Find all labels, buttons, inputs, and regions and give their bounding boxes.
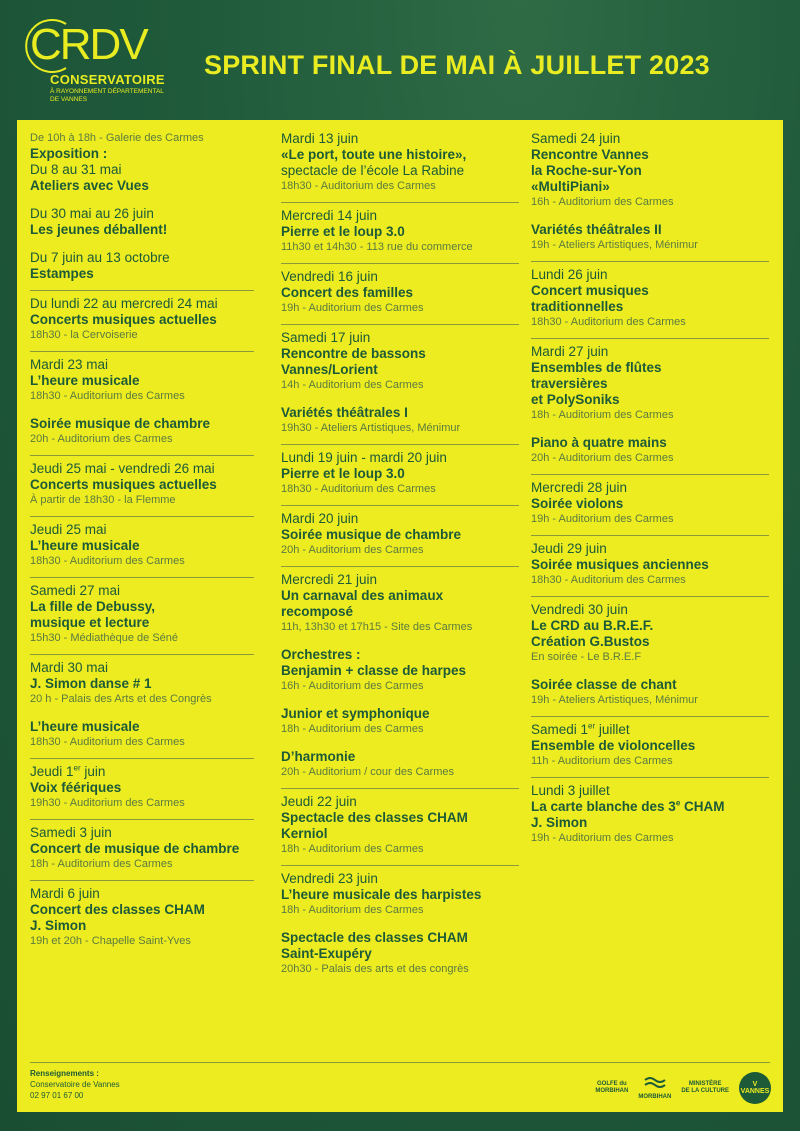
- event-title: Exposition :: [30, 146, 108, 161]
- event-info: 11h30 et 14h30 - 113 rue du commerce: [281, 241, 473, 253]
- event-info: 20h - Auditorium / cour des Carmes: [281, 766, 455, 778]
- event-title: Junior et symphonique: [281, 706, 430, 721]
- morbihan-logo: [638, 1075, 671, 1101]
- event-title: Concert de musique de chambre: [30, 841, 240, 856]
- event-title: Rencontre Vannes: [531, 147, 649, 162]
- ministere-culture-logo: [681, 1081, 729, 1095]
- event-date: Du 8 au 31 mai: [30, 162, 122, 177]
- event-info: 19h - Auditorium des Carmes: [531, 832, 674, 844]
- event-date: Jeudi 22 juin: [281, 794, 357, 809]
- event-date: Jeudi 29 juin: [531, 541, 607, 556]
- event-date: Samedi 27 mai: [30, 583, 121, 598]
- event-info: 18h - Auditorium des Carmes: [531, 409, 674, 421]
- event-entry: [30, 759, 254, 820]
- event-entry: [281, 126, 519, 203]
- event-title: J. Simon: [531, 815, 588, 830]
- event-entry: [531, 778, 769, 854]
- event-title: Un carnaval des animaux: [281, 588, 444, 603]
- event-entry: [281, 445, 519, 506]
- event-title: Soirée musiques anciennes: [531, 557, 709, 572]
- event-title: Variétés théâtrales I: [281, 405, 408, 420]
- event-entry: [531, 262, 769, 339]
- event-info: 20h - Auditorium des Carmes: [30, 433, 173, 445]
- page-title: SPRINT FINAL DE MAI À JUILLET 2023: [204, 50, 710, 80]
- spacer: [531, 665, 769, 677]
- event-date: Du 30 mai au 26 juin: [30, 206, 154, 221]
- event-title: traversières: [531, 376, 608, 391]
- event-date: Jeudi 25 mai: [30, 522, 107, 537]
- spacer: [30, 194, 254, 206]
- golfe-morbihan-logo: [595, 1081, 628, 1095]
- event-title: Piano à quatre mains: [531, 435, 667, 450]
- event-date: Lundi 3 juillet: [531, 783, 610, 798]
- event-info: 19h - Auditorium des Carmes: [281, 302, 424, 314]
- event-entry: [30, 881, 254, 957]
- event-info: 18h30 - Auditorium des Carmes: [30, 390, 185, 402]
- ministere-line-2: DE LA CULTURE: [681, 1088, 729, 1094]
- event-entry: [30, 352, 254, 456]
- event-info: À partir de 18h30 - la Flemme: [30, 494, 176, 506]
- event-date: Mardi 27 juin: [531, 344, 609, 359]
- event-info: 19h - Auditorium des Carmes: [531, 513, 674, 525]
- column-3: [531, 126, 769, 854]
- spacer: [281, 393, 519, 405]
- event-title: Benjamin + classe de harpes: [281, 663, 466, 678]
- column-1: [30, 126, 254, 957]
- event-entry: [30, 578, 254, 655]
- contact-name: Conservatoire de Vannes: [30, 1080, 120, 1089]
- event-title: Création G.Bustos: [531, 634, 650, 649]
- event-title: Orchestres :: [281, 647, 361, 662]
- event-info: 20h30 - Palais des arts et des congrès: [281, 963, 469, 975]
- event-entry: [281, 325, 519, 445]
- event-entry: [531, 475, 769, 536]
- event-entry: [531, 536, 769, 597]
- event-title: Spectacle des classes CHAM: [281, 810, 468, 825]
- event-title: La fille de Debussy,: [30, 599, 156, 614]
- vannes-logo-mark: V: [752, 1081, 758, 1088]
- event-date: Du 7 juin au 13 octobre: [30, 250, 170, 265]
- spacer: [531, 210, 769, 222]
- event-title: L’heure musicale: [30, 373, 140, 388]
- event-date: Mercredi 21 juin: [281, 572, 378, 587]
- event-info: 20 h - Palais des Arts et des Congrès: [30, 693, 212, 705]
- event-title: Soirée musique de chambre: [30, 416, 211, 431]
- event-info: 18h30 - Auditorium des Carmes: [281, 180, 436, 192]
- partner-logos: [595, 1070, 771, 1106]
- spacer: [281, 635, 519, 647]
- morbihan-logo-text: MORBIHAN: [638, 1094, 672, 1100]
- event-title: Concerts musiques actuelles: [30, 477, 217, 492]
- footer-divider: [30, 1062, 770, 1063]
- event-date: Mardi 13 juin: [281, 131, 359, 146]
- event-title: «Le port, toute une histoire»,: [281, 147, 467, 162]
- event-title: L’heure musicale: [30, 538, 140, 553]
- event-info: 18h30 - Auditorium des Carmes: [30, 736, 185, 748]
- event-entry: [30, 291, 254, 352]
- event-title: Les jeunes déballent!: [30, 222, 168, 237]
- event-info: 18h - Auditorium des Carmes: [281, 723, 424, 735]
- event-info: 11h - Auditorium des Carmes: [531, 755, 673, 767]
- event-title: traditionnelles: [531, 299, 624, 314]
- event-title: L’heure musicale: [30, 719, 140, 734]
- event-title: Le CRD au B.R.E.F.: [531, 618, 654, 633]
- event-date: Mardi 6 juin: [30, 886, 100, 901]
- event-date: Mercredi 28 juin: [531, 480, 628, 495]
- vannes-logo-text: VANNES: [740, 1088, 770, 1095]
- event-info: 19h - Ateliers Artistiques, Ménimur: [531, 694, 698, 706]
- event-title: Saint-Exupéry: [281, 946, 372, 961]
- event-info: 20h - Auditorium des Carmes: [281, 544, 424, 556]
- event-entry: [30, 126, 254, 291]
- event-date: spectacle de l’école La Rabine: [281, 163, 465, 178]
- event-entry: [30, 655, 254, 759]
- event-entry: [281, 866, 519, 985]
- event-title: Pierre et le loup 3.0: [281, 224, 405, 239]
- event-entry: [531, 126, 769, 262]
- event-date: Jeudi 25 mai - vendredi 26 mai: [30, 461, 215, 476]
- event-title: la Roche-sur-Yon: [531, 163, 642, 178]
- event-date: Mardi 30 mai: [30, 660, 109, 675]
- event-title: et PolySoniks: [531, 392, 620, 407]
- event-title: Voix féériques: [30, 780, 122, 795]
- event-info: 20h - Auditorium des Carmes: [531, 452, 674, 464]
- event-entry: [531, 339, 769, 475]
- spacer: [281, 737, 519, 749]
- event-title: Rencontre de bassons: [281, 346, 426, 361]
- contact-phone: 02 97 01 67 00: [30, 1091, 84, 1100]
- event-date: Samedi 3 juin: [30, 825, 112, 840]
- event-info: 18h - Auditorium des Carmes: [281, 904, 424, 916]
- event-title: Pierre et le loup 3.0: [281, 466, 405, 481]
- event-info: 19h et 20h - Chapelle Saint-Yves: [30, 935, 191, 947]
- event-date: Samedi 24 juin: [531, 131, 621, 146]
- event-date: Samedi 1er juillet: [531, 721, 630, 737]
- event-entry: [30, 517, 254, 578]
- spacer: [30, 404, 254, 416]
- golfe-logo-line-1: GOLFE du: [596, 1081, 627, 1087]
- event-entry: [281, 506, 519, 567]
- event-entry: [281, 264, 519, 325]
- logo-sub-line-1: À RAYONNEMENT DÉPARTEMENTAL: [50, 88, 164, 95]
- contact-info: [30, 1068, 120, 1101]
- logo-letters: CRDV: [30, 20, 147, 69]
- spacer: [281, 918, 519, 930]
- spacer: [30, 707, 254, 719]
- event-title: Spectacle des classes CHAM: [281, 930, 468, 945]
- event-date: Vendredi 30 juin: [531, 602, 628, 617]
- contact-label: Renseignements :: [30, 1069, 99, 1078]
- event-info: 11h, 13h30 et 17h15 - Site des Carmes: [281, 621, 473, 633]
- event-info: 18h30 - la Cervoiserie: [30, 329, 138, 341]
- morbihan-waves-icon: [643, 1075, 667, 1091]
- logo-sub-line-2: DE VANNES: [50, 96, 88, 103]
- event-info: 19h30 - Auditorium des Carmes: [30, 797, 185, 809]
- event-title: L’heure musicale des harpistes: [281, 887, 482, 902]
- event-title: «MultiPiani»: [531, 179, 610, 194]
- event-date: Lundi 26 juin: [531, 267, 608, 282]
- spacer: [30, 238, 254, 250]
- event-title: Soirée violons: [531, 496, 624, 511]
- spacer: [531, 423, 769, 435]
- event-entry: [30, 820, 254, 881]
- event-info: De 10h à 18h - Galerie des Carmes: [30, 132, 204, 144]
- event-title: Ensemble de violoncelles: [531, 738, 696, 753]
- event-title: D’harmonie: [281, 749, 356, 764]
- golfe-logo-line-2: MORBIHAN: [595, 1088, 629, 1094]
- event-date: Vendredi 23 juin: [281, 871, 378, 886]
- event-date: Samedi 17 juin: [281, 330, 371, 345]
- event-title: Concert musiques: [531, 283, 649, 298]
- event-info: 16h - Auditorium des Carmes: [281, 680, 424, 692]
- event-title: J. Simon: [30, 918, 87, 933]
- column-2: [281, 126, 519, 985]
- event-title: Soirée classe de chant: [531, 677, 677, 692]
- event-info: 19h - Ateliers Artistiques, Ménimur: [531, 239, 698, 251]
- vannes-logo: [739, 1072, 771, 1104]
- event-title: recomposé: [281, 604, 354, 619]
- event-info: 18h - Auditorium des Carmes: [30, 858, 173, 870]
- event-title: Concert des classes CHAM: [30, 902, 205, 917]
- event-info: 15h30 - Médiathèque de Séné: [30, 632, 179, 644]
- event-info: 18h30 - Auditorium des Carmes: [30, 555, 185, 567]
- event-title: musique et lecture: [30, 615, 150, 630]
- event-date: Vendredi 16 juin: [281, 269, 378, 284]
- event-info: 18h30 - Auditorium des Carmes: [531, 574, 686, 586]
- crdv-logo: [22, 14, 192, 114]
- event-entry: [281, 567, 519, 789]
- event-title: Kerniol: [281, 826, 328, 841]
- event-info: 14h - Auditorium des Carmes: [281, 379, 424, 391]
- event-info: 16h - Auditorium des Carmes: [531, 196, 674, 208]
- event-info: 18h30 - Auditorium des Carmes: [531, 316, 686, 328]
- event-title: Soirée musique de chambre: [281, 527, 462, 542]
- event-info: En soirée - Le B.R.E.F: [531, 651, 642, 663]
- logo-subtitle: [50, 88, 200, 104]
- event-title: Variétés théâtrales II: [531, 222, 662, 237]
- event-title: Concerts musiques actuelles: [30, 312, 217, 327]
- ministere-line-1: MINISTÈRE: [688, 1081, 722, 1087]
- event-info: 19h30 - Ateliers Artistiques, Ménimur: [281, 422, 461, 434]
- event-title: Ateliers avec Vues: [30, 178, 149, 193]
- event-info: 18h - Auditorium des Carmes: [281, 843, 424, 855]
- event-info: 18h30 - Auditorium des Carmes: [281, 483, 436, 495]
- spacer: [281, 694, 519, 706]
- event-title: Ensembles de flûtes: [531, 360, 662, 375]
- event-title: J. Simon danse # 1: [30, 676, 152, 691]
- program-panel: [17, 120, 783, 1112]
- event-date: Du lundi 22 au mercredi 24 mai: [30, 296, 218, 311]
- event-title: Estampes: [30, 266, 94, 281]
- event-entry: [30, 456, 254, 517]
- event-title: La carte blanche des 3e CHAM: [531, 798, 725, 814]
- event-entry: [531, 597, 769, 717]
- logo-name: CONSERVATOIRE: [50, 72, 165, 87]
- event-entry: [531, 717, 769, 778]
- event-date: Mardi 20 juin: [281, 511, 359, 526]
- event-title: Concert des familles: [281, 285, 414, 300]
- event-date: Jeudi 1er juin: [30, 763, 106, 779]
- event-title: Vannes/Lorient: [281, 362, 378, 377]
- event-date: Mardi 23 mai: [30, 357, 109, 372]
- event-date: Mercredi 14 juin: [281, 208, 378, 223]
- event-entry: [281, 203, 519, 264]
- event-date: Lundi 19 juin - mardi 20 juin: [281, 450, 447, 465]
- event-entry: [281, 789, 519, 866]
